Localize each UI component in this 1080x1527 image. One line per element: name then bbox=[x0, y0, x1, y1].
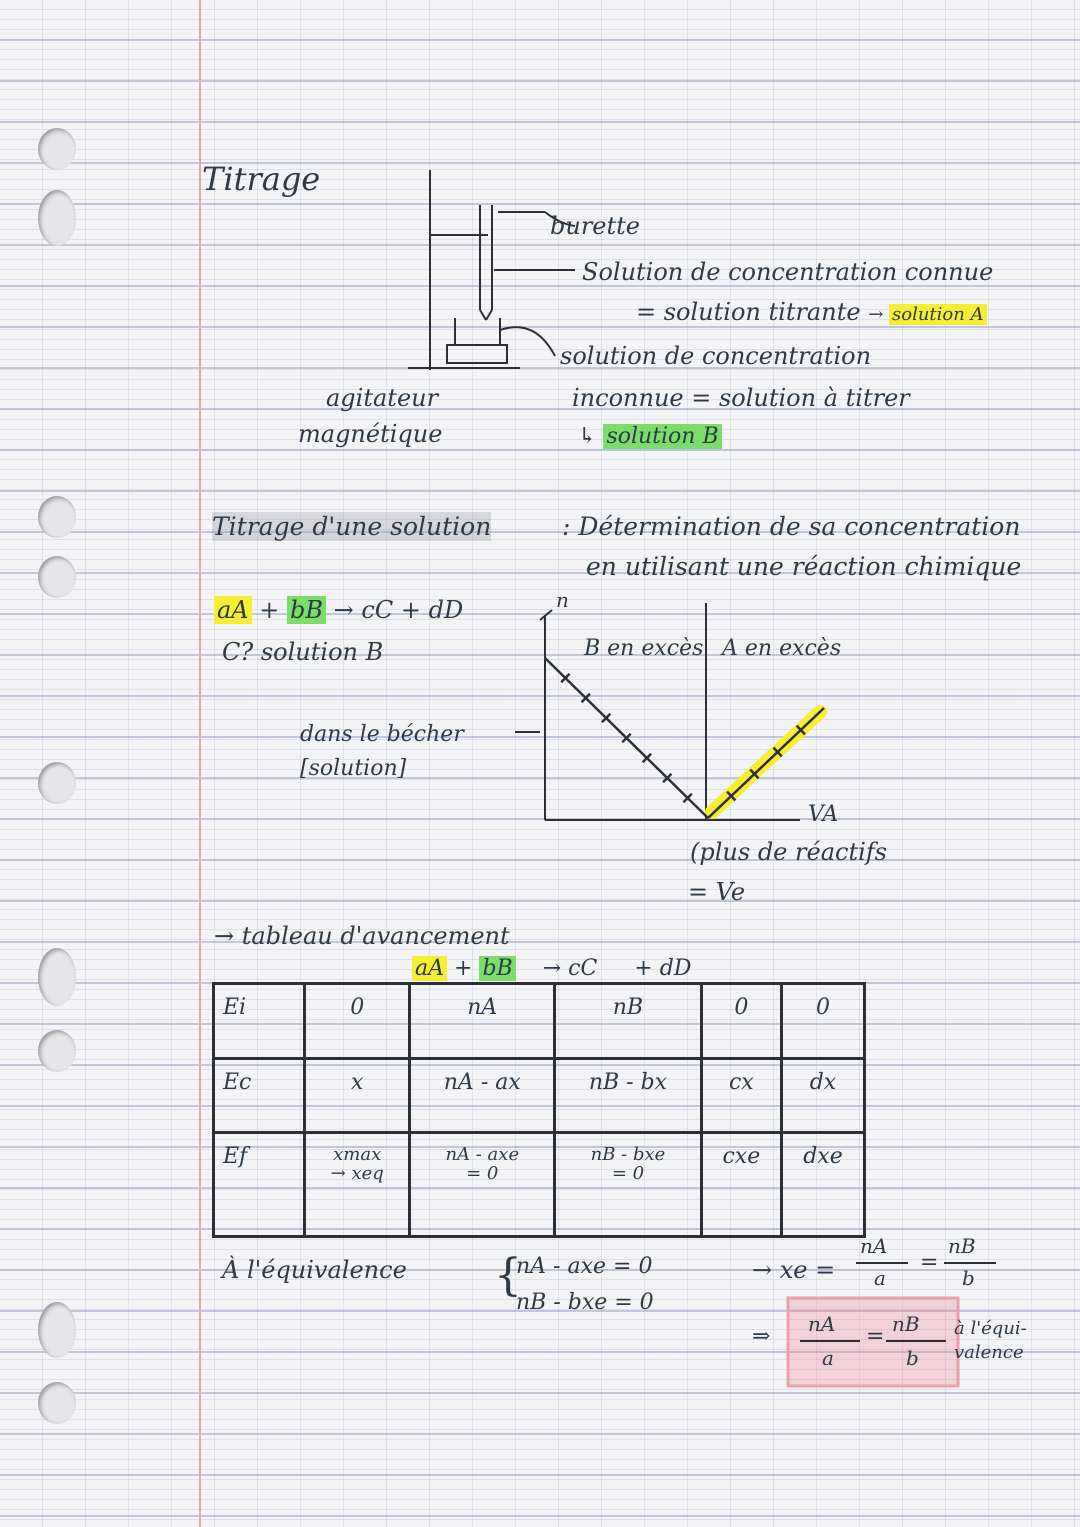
result-note-2: valence bbox=[954, 1342, 1024, 1363]
definition-text-1: : Détermination de sa concentration bbox=[562, 512, 1021, 541]
frac2-den: b bbox=[962, 1266, 975, 1290]
progress-table bbox=[212, 982, 866, 1238]
result-equals: = bbox=[866, 1324, 885, 1349]
table-cell: nB - bx bbox=[555, 1058, 702, 1133]
graph-y-label: n bbox=[556, 588, 569, 612]
known-solution-label: Solution de concentration connue bbox=[582, 258, 994, 286]
graph-x-label: VA bbox=[808, 802, 839, 827]
table-row bbox=[214, 1133, 865, 1237]
graph-bottom-note: (plus de réactifs bbox=[690, 838, 887, 866]
table-cell: nA bbox=[410, 984, 555, 1059]
table-cell: nA - axe = 0 bbox=[410, 1133, 555, 1237]
titrated-label: inconnue = solution à titrer bbox=[572, 384, 910, 412]
graph-right-region: A en excès bbox=[722, 636, 842, 661]
result-bar2 bbox=[886, 1340, 946, 1342]
result-den2: b bbox=[906, 1346, 919, 1370]
solution-a-tag: solution A bbox=[889, 304, 987, 325]
stirrer-label-1: agitateur bbox=[326, 384, 439, 412]
table-cell: cxe bbox=[701, 1133, 781, 1237]
frac1-bar bbox=[856, 1262, 908, 1264]
table-cell: Ec bbox=[214, 1058, 305, 1133]
table-row bbox=[214, 1058, 865, 1133]
table-cell: cx bbox=[701, 1058, 781, 1133]
table-cell: x bbox=[305, 1058, 410, 1133]
table-cell: Ef bbox=[214, 1133, 305, 1237]
page-title: Titrage bbox=[202, 160, 321, 198]
table-row bbox=[214, 984, 865, 1059]
beaker-label-1: dans le bécher bbox=[300, 722, 464, 747]
result-note-1: à l'équi- bbox=[954, 1318, 1027, 1339]
graph-left-region: B en excès bbox=[584, 636, 704, 661]
equivalence-eq1: nA - axe = 0 bbox=[516, 1254, 653, 1279]
table-cell: nB bbox=[555, 984, 702, 1059]
burette-label: burette bbox=[550, 212, 640, 240]
reaction-question: C? solution B bbox=[222, 638, 384, 666]
result-num2: nB bbox=[892, 1312, 920, 1336]
table-equation: aA + bB → cC + dD bbox=[412, 956, 691, 981]
frac2-bar bbox=[944, 1262, 996, 1264]
frac1-num: nA bbox=[860, 1234, 888, 1258]
definition-term: Titrage d'une solution bbox=[212, 512, 492, 541]
reaction-equation: aA + bB → cC + dD bbox=[214, 596, 463, 624]
result-den1: a bbox=[822, 1346, 834, 1370]
result-bar1 bbox=[800, 1340, 860, 1342]
table-heading: → tableau d'avancement bbox=[214, 922, 510, 950]
xe-label: → xe = bbox=[752, 1256, 836, 1284]
frac1-den: a bbox=[874, 1266, 886, 1290]
titrant-label: = solution titrante → solution A bbox=[636, 298, 987, 326]
definition-text-2: en utilisant une réaction chimique bbox=[586, 552, 1022, 581]
table-cell: 0 bbox=[305, 984, 410, 1059]
equivalence-label: À l'équivalence bbox=[222, 1256, 407, 1284]
table-cell: Ei bbox=[214, 984, 305, 1059]
unknown-solution-label: solution de concentration bbox=[560, 342, 872, 370]
equals-sign: = bbox=[920, 1250, 939, 1275]
table-cell: xmax → xeq bbox=[305, 1133, 410, 1237]
table-cell: dx bbox=[781, 1058, 864, 1133]
solution-b-tag: ↳ solution B bbox=[578, 424, 722, 449]
graph-equivalence-label: = Ve bbox=[688, 878, 746, 906]
table-cell: nB - bxe = 0 bbox=[555, 1133, 702, 1237]
result-num1: nA bbox=[808, 1312, 836, 1336]
stirrer-label-2: magnétique bbox=[298, 420, 443, 448]
table-cell: 0 bbox=[701, 984, 781, 1059]
graph-line-a-increasing bbox=[708, 708, 824, 818]
beaker-label-2: [solution] bbox=[300, 756, 407, 781]
table-cell: nA - ax bbox=[410, 1058, 555, 1133]
equivalence-eq2: nB - bxe = 0 bbox=[516, 1290, 654, 1315]
frac2-num: nB bbox=[948, 1234, 976, 1258]
table-cell: 0 bbox=[781, 984, 864, 1059]
result-arrow: ⇒ bbox=[752, 1324, 771, 1349]
table-cell: dxe bbox=[781, 1133, 864, 1237]
system-brace: { bbox=[494, 1250, 522, 1301]
